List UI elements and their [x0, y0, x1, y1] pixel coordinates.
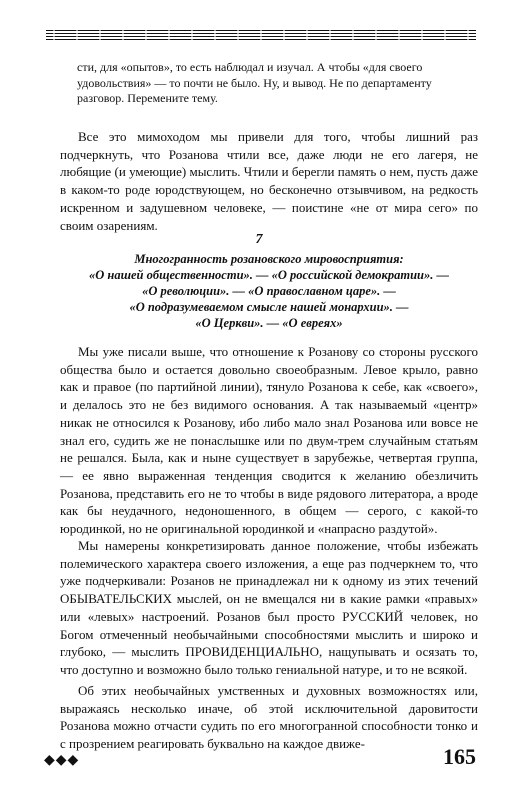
chapter-title-line: Многогранность розановского мировосприятия:	[134, 252, 404, 266]
paragraph-body-1: Мы уже писали выше, что отношение к Розанову со стороны русского общества было и остается довольно своеобразным. Левое крыло, равно как и правое (по партийной линии), тянуло Розанова к себе, как «своего», и делалось это не без видимого основания. А так называемый «центр» никак не относился к Розанову, ибо либо мало знал Розанова или вовсе не знал его, судить же не понаслышке или по двум-трем случайным статьям не решался. Была, как и ныне существует в зарубежье, четвертая группа, — ее явно выраженная тенденция сводится к желанию обезличить Розанова, представить его не то чтобы в виде рядового литератора, а вроде как бы неудачного, недоношенного, в общем — серого, с какой-то юродинкой, но не оригинальной юродинкой и «напрасно раздутой».	[60, 344, 478, 537]
chapter-title	[60, 251, 478, 331]
quote-block	[77, 60, 457, 107]
chapter-title-line: «О революции». — «О православном царе». —	[142, 284, 396, 298]
chapter-title-line: «О Церкви». — «О евреях»	[195, 316, 343, 330]
page-number: 165	[443, 744, 476, 769]
header-decorative-rule	[46, 30, 476, 42]
paragraph-intro: Все это мимоходом мы привели для того, чтобы лишний раз подчеркнуть, что Розанова чтили все, даже люди не его лагеря, не любящие (и умеющие) мыслить. Чтили и берегли память о нем, пусть даже в каком-то роде юродствующем, но бесконечно отзывчивом, на редкость искренном и задушевном человеке, — поистине «не от мира сего» по своим озарениям.	[60, 129, 478, 233]
paragraph-body-3: Об этих необычайных умственных и духовных возможностях или, выражаясь несколько иначе, об этой исключительной даровитости Розанова можно отчасти судить по его многогранной способности тонко и с прозрением реагировать буквально на каждое движе-	[60, 683, 478, 752]
chapter-title-line: «О подразумеваемом смысле нашей монархии». —	[129, 300, 409, 314]
quote-line: разговор. Перемените тему.	[77, 91, 218, 105]
quote-line: удовольствия» — то почти не было. Ну, и вывод. Не по департаменту	[77, 75, 432, 90]
chapter-number: 7	[255, 232, 263, 247]
chapter-title-line: «О нашей общественности». — «О российской демократии». —	[89, 268, 449, 282]
quote-line: сти, для «опытов», то есть наблюдал и изучал. А чтобы «для своего	[77, 60, 423, 74]
footer-ornament: ◆◆◆	[44, 753, 80, 768]
paragraph-body-2: Мы намерены конкретизировать данное положение, чтобы избежать полемического характера своего изложения, а еще раз подчеркнем то, что уже подчеркивали: Розанов не принадлежал ни к одному из этих течений ОБЫВАТЕЛЬСКИХ мыслей, он не вмещался ни в какие рамки «правых» или «левых» настроений. Розанов был просто РУССКИЙ человек, но Богом отмеченный необычайными способностями мыслить и широко и глубоко, — мыслить ПРОВИДЕНЦИАЛЬНО, нащупывать и осязать то, что доступно и возможно было только гениальной натуре, и то не всякой.	[60, 538, 478, 677]
